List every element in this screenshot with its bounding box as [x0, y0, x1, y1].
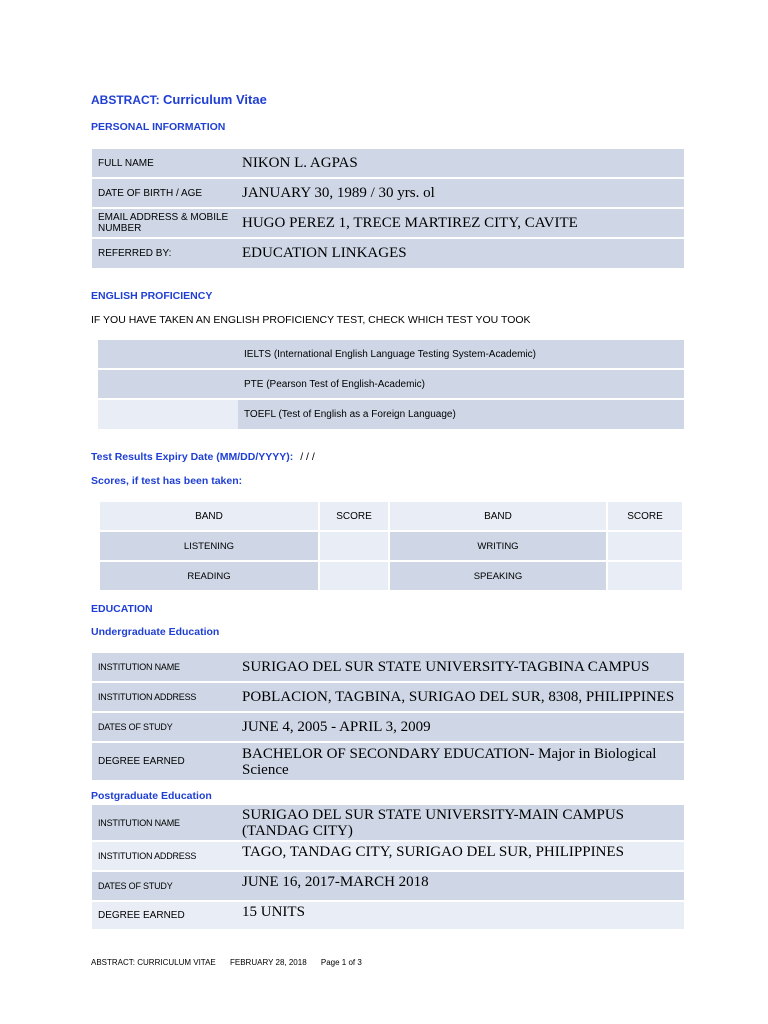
undergrad-heading: Undergraduate Education: [91, 626, 220, 638]
table-row: [98, 369, 684, 399]
field-label: DATES OF STUDY: [92, 712, 236, 742]
undergrad-table: [92, 651, 684, 780]
column-header: BAND: [389, 501, 607, 531]
field-label: FULL NAME: [92, 148, 236, 178]
table-row: [92, 742, 684, 780]
table-row: [92, 841, 684, 871]
personal-info-heading: PERSONAL INFORMATION: [91, 121, 226, 133]
band-name: WRITING: [389, 531, 607, 561]
english-test-table: [98, 338, 684, 429]
field-value: 15 UNITS: [236, 901, 684, 929]
column-header: SCORE: [607, 501, 683, 531]
table-row: [92, 804, 684, 841]
table-row: [99, 531, 683, 561]
table-header-row: [99, 501, 683, 531]
english-proficiency-heading: ENGLISH PROFICIENCY: [91, 290, 213, 302]
table-row: [92, 682, 684, 712]
field-value: HUGO PEREZ 1, TRECE MARTIREZ CITY, CAVITE: [236, 208, 684, 238]
field-value: NIKON L. AGPAS: [236, 148, 684, 178]
english-instruction: IF YOU HAVE TAKEN AN ENGLISH PROFICIENCY TEST, CHECK WHICH TEST YOU TOOK: [91, 314, 531, 326]
test-name: IELTS (International English Language Testing System-Academic): [238, 339, 684, 369]
test-name: TOEFL (Test of English as a Foreign Language): [238, 399, 684, 429]
field-value: POBLACION, TAGBINA, SURIGAO DEL SUR, 8308, PHILIPPINES: [236, 682, 684, 712]
band-name: READING: [99, 561, 319, 591]
score-cell[interactable]: [319, 531, 389, 561]
expiry-date-line: [91, 451, 315, 463]
table-row: [92, 148, 684, 178]
personal-info-table: [92, 147, 684, 268]
field-label: DEGREE EARNED: [92, 901, 236, 929]
table-row: [92, 712, 684, 742]
field-label: REFERRED BY:: [92, 238, 236, 268]
test-checkbox-cell[interactable]: [98, 399, 238, 429]
field-value: SURIGAO DEL SUR STATE UNIVERSITY-MAIN CAMPUS (TANDAG CITY): [236, 804, 684, 841]
score-cell[interactable]: [607, 531, 683, 561]
table-row: [92, 178, 684, 208]
table-row: [92, 901, 684, 929]
footer-page-number: Page 1 of 3: [320, 958, 362, 967]
field-label: EMAIL ADDRESS & MOBILE NUMBER: [92, 208, 236, 238]
field-value: JUNE 16, 2017-MARCH 2018: [236, 871, 684, 901]
field-label: DATES OF STUDY: [92, 871, 236, 901]
title-text: Curriculum Vitae: [163, 92, 267, 107]
field-label: INSTITUTION NAME: [92, 804, 236, 841]
score-cell[interactable]: [607, 561, 683, 591]
column-header: SCORE: [319, 501, 389, 531]
page-footer: [91, 958, 374, 967]
expiry-date-value[interactable]: / / /: [300, 451, 315, 463]
footer-doc-name: ABSTRACT: CURRICULUM VITAE: [91, 958, 216, 967]
field-value: BACHELOR OF SECONDARY EDUCATION- Major in Biological Science: [236, 742, 684, 780]
scores-label: Scores, if test has been taken:: [91, 475, 243, 487]
education-heading: EDUCATION: [91, 603, 153, 615]
field-value: EDUCATION LINKAGES: [236, 238, 684, 268]
band-name: SPEAKING: [389, 561, 607, 591]
field-value: TAGO, TANDAG CITY, SURIGAO DEL SUR, PHILIPPINES: [236, 841, 684, 871]
abstract-label: ABSTRACT:: [91, 93, 160, 107]
field-label: INSTITUTION ADDRESS: [92, 682, 236, 712]
expiry-date-label: Test Results Expiry Date (MM/DD/YYYY):: [91, 451, 294, 463]
column-header: BAND: [99, 501, 319, 531]
scores-table: [98, 500, 684, 592]
band-name: LISTENING: [99, 531, 319, 561]
field-label: DEGREE EARNED: [92, 742, 236, 780]
field-value: SURIGAO DEL SUR STATE UNIVERSITY-TAGBINA CAMPUS: [236, 652, 684, 682]
postgrad-heading: Postgraduate Education: [91, 790, 212, 802]
field-label: DATE OF BIRTH / AGE: [92, 178, 236, 208]
table-row: [92, 238, 684, 268]
table-row: [98, 399, 684, 429]
postgrad-table: [92, 803, 684, 929]
field-value: JUNE 4, 2005 - APRIL 3, 2009: [236, 712, 684, 742]
test-checkbox-cell[interactable]: [98, 369, 238, 399]
table-row: [92, 652, 684, 682]
score-cell[interactable]: [319, 561, 389, 591]
field-label: INSTITUTION ADDRESS: [92, 841, 236, 871]
table-row: [99, 561, 683, 591]
field-value: JANUARY 30, 1989 / 30 yrs. ol: [236, 178, 684, 208]
field-label: INSTITUTION NAME: [92, 652, 236, 682]
test-checkbox-cell[interactable]: [98, 339, 238, 369]
document-title: [91, 92, 267, 107]
table-row: [92, 871, 684, 901]
table-row: [98, 339, 684, 369]
table-row: [92, 208, 684, 238]
footer-date: FEBRUARY 28, 2018: [230, 958, 307, 967]
test-name: PTE (Pearson Test of English-Academic): [238, 369, 684, 399]
